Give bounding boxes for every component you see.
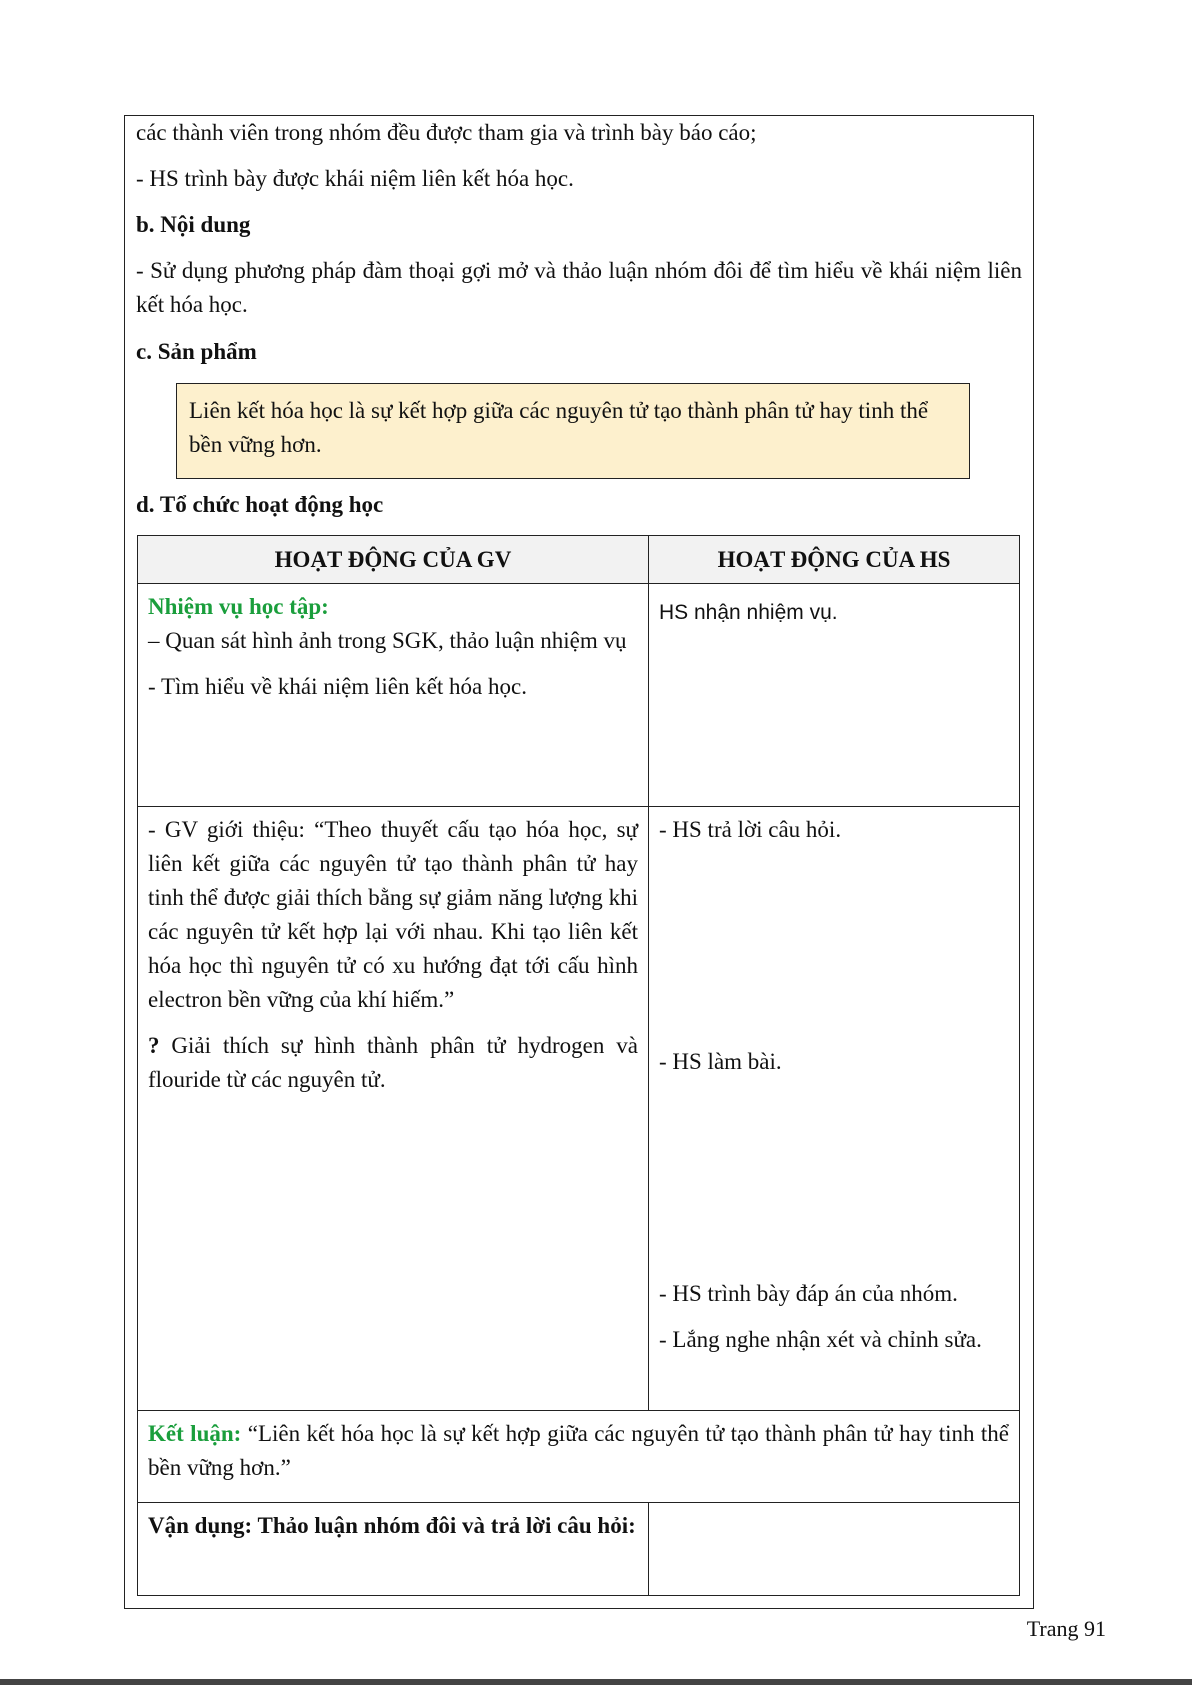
hs-task-cell — [649, 584, 1020, 807]
table-row — [138, 807, 1020, 1411]
apply-empty-cell — [649, 1503, 1020, 1596]
hs-present: - HS trình bày đáp án của nhóm. — [659, 1281, 958, 1306]
table-row — [138, 1411, 1020, 1503]
intro-line-2: - HS trình bày được khái niệm liên kết hóa học. — [136, 166, 574, 191]
section-b-heading: b. Nội dung — [136, 212, 251, 237]
gv-intro-cell — [138, 807, 649, 1411]
gv-question — [148, 1029, 638, 1097]
table-header-row — [138, 536, 1020, 584]
gv-intro-text: - GV giới thiệu: “Theo thuyết cấu tạo hóa học, sự liên kết giữa các nguyên tử tạo thành phân tử hay tinh thể được giải thích bằng sự giảm năng lượng khi các nguyên tử kết hợp lại với nhau. Khi tạo liên kết hóa học thì nguyên tử có xu hướng đạt tới cấu hình electron bền vững của khí hiếm.” — [148, 817, 638, 1012]
header-gv: HOẠT ĐỘNG CỦA GV — [138, 536, 649, 584]
table-row — [138, 584, 1020, 807]
header-hs: HOẠT ĐỘNG CỦA HS — [649, 536, 1020, 584]
intro-line-1: các thành viên trong nhóm đều được tham gia và trình bày báo cáo; — [136, 120, 757, 145]
table-row — [138, 1503, 1020, 1596]
gv-task-cell — [138, 584, 649, 807]
hs-response-cell — [649, 807, 1020, 1411]
gv-task-line-2: - Tìm hiểu về khái niệm liên kết hóa học. — [148, 674, 527, 699]
conclusion-cell — [138, 1411, 1020, 1503]
page-number: Trang 91 — [1026, 1616, 1106, 1641]
product-box: Liên kết hóa học là sự kết hợp giữa các nguyên tử tạo thành phân tử hay tinh thể bền vững hơn. — [176, 383, 970, 479]
hs-receive-task: HS nhận nhiệm vụ. — [659, 601, 838, 624]
section-b-text: - Sử dụng phương pháp đàm thoại gợi mở và thảo luận nhóm đôi để tìm hiểu về khái niệm liên kết hóa học. — [136, 258, 1022, 317]
conclusion-label: Kết luận: — [148, 1421, 242, 1446]
gv-task-line-1: – Quan sát hình ảnh trong SGK, thảo luận nhiệm vụ — [148, 628, 627, 653]
activity-table — [137, 535, 1020, 1596]
apply-cell: Vận dụng: Thảo luận nhóm đôi và trả lời câu hỏi: — [138, 1503, 649, 1596]
conclusion-text: “Liên kết hóa học là sự kết hợp giữa các nguyên tử tạo thành phân tử hay tinh thể bền vững hơn.” — [148, 1421, 1009, 1480]
bottom-rule — [0, 1679, 1192, 1685]
hs-work: - HS làm bài. — [659, 1049, 782, 1074]
question-mark: ? — [148, 1033, 160, 1058]
hs-listen: - Lắng nghe nhận xét và chỉnh sửa. — [659, 1327, 982, 1352]
question-text: Giải thích sự hình thành phân tử hydrogen và flouride từ các nguyên tử. — [148, 1033, 638, 1092]
hs-answer: - HS trả lời câu hỏi. — [659, 817, 842, 842]
section-c-heading: c. Sản phẩm — [136, 339, 257, 364]
section-d-heading: d. Tổ chức hoạt động học — [136, 492, 384, 517]
task-label: Nhiệm vụ học tập: — [148, 594, 329, 619]
